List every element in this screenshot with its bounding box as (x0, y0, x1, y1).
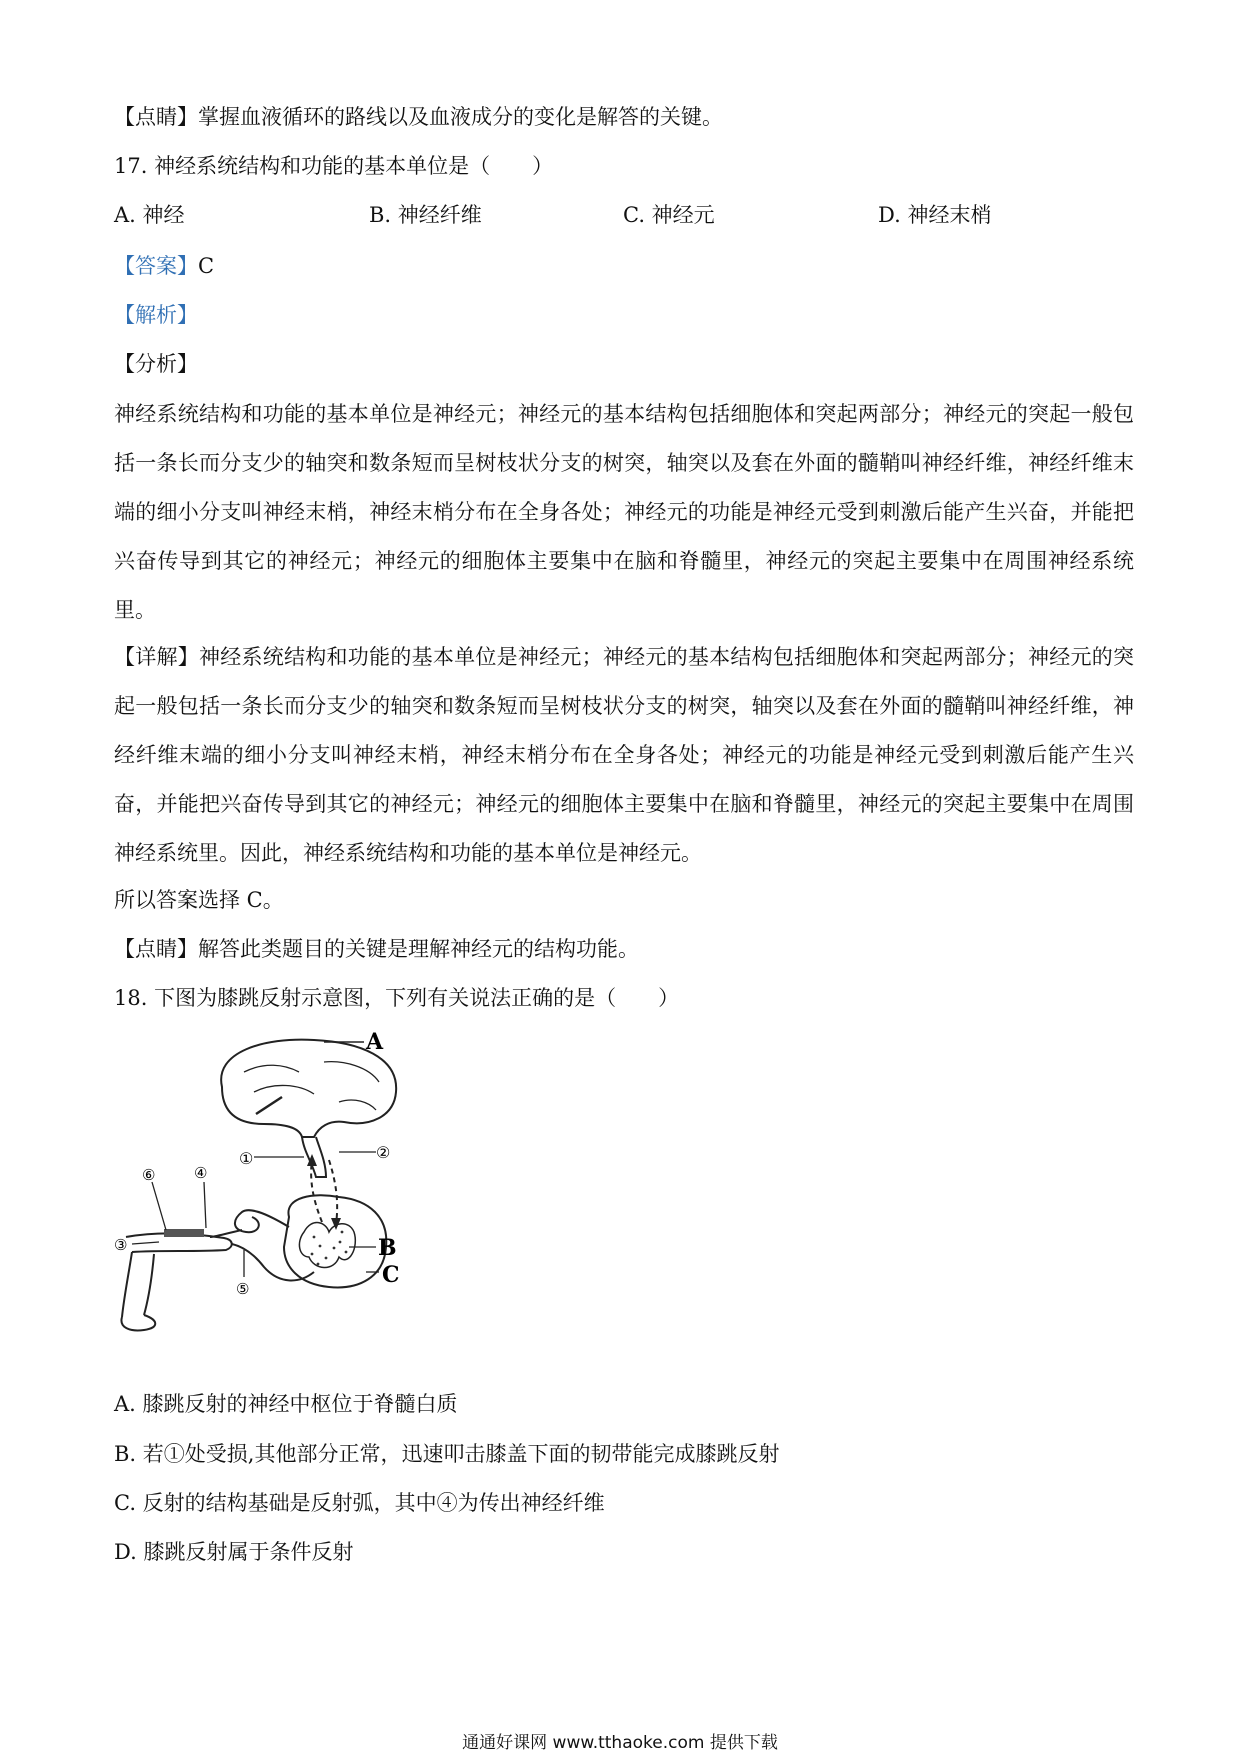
leg-shin (122, 1252, 154, 1317)
label-5: ⑤ (236, 1280, 250, 1298)
leg-foot (121, 1315, 155, 1330)
brainstem (302, 1137, 326, 1177)
grey-matter (299, 1223, 355, 1268)
q17-conclusion: 所以答案选择 C。 (114, 888, 284, 912)
q18-option-c: C. 反射的结构基础是反射弧，其中④为传出神经纤维 (114, 1491, 605, 1515)
label-B: B (378, 1235, 397, 1261)
q18-stem: 18. 下图为膝跳反射示意图，下列有关说法正确的是（ ） (114, 986, 680, 1010)
knee-jerk-reflex-figure (114, 1032, 474, 1350)
q17-option-c: C. 神经元 (623, 203, 715, 227)
label-1: ① (239, 1149, 254, 1168)
analysis-label: 【解析】 (114, 303, 198, 327)
q16-tip: 【点睛】掌握血液循环的路线以及血液成分的变化是解答的关键。 (114, 105, 723, 129)
q18-option-a: A. 膝跳反射的神经中枢位于脊髓白质 (114, 1392, 458, 1416)
fenxi-text: 神经系统结构和功能的基本单位是神经元；神经元的基本结构包括细胞体和突起两部分；神经元的突起一般包括一条长而分支少的轴突和数条短而呈树枝状分支的树突，轴突以及套在外面的髓鞘叫神经纤维，神经纤维末端的细小分支叫神经末梢，神经末梢分布在全身各处；神经元的功能是神经元受到刺激后能产生兴奋，并能把兴奋传导到其它的神经元；神经元的细胞体主要集中在脑和脊髓里，神经元的突起主要集中在周围神经系统里。 (114, 402, 1134, 622)
q17-stem: 17. 神经系统结构和功能的基本单位是（ ） (114, 154, 554, 178)
quadriceps-muscle (164, 1229, 204, 1237)
q17-answer (114, 252, 214, 280)
label-2: ② (376, 1143, 391, 1162)
q17-tip: 【点睛】解答此类题目的关键是理解神经元的结构功能。 (114, 937, 639, 961)
label-4: ④ (194, 1164, 208, 1182)
answer-value: C (198, 254, 215, 278)
label-A: A (366, 1032, 384, 1055)
q18-option-b: B. 若①处受损,其他部分正常，迅速叩击膝盖下面的韧带能完成膝跳反射 (114, 1442, 780, 1466)
q18-option-d: D. 膝跳反射属于条件反射 (114, 1540, 354, 1564)
label-3: ③ (114, 1236, 128, 1254)
q17-option-a: A. 神经 (114, 203, 185, 227)
fenxi-label: 【分析】 (114, 352, 198, 376)
q17-option-d: D. 神经末梢 (878, 203, 992, 227)
label-6: ⑥ (142, 1166, 156, 1184)
label-C: C (382, 1262, 400, 1288)
xiangjie-text: 【详解】神经系统结构和功能的基本单位是神经元；神经元的基本结构包括细胞体和突起两部分；神经元的突起一般包括一条长而分支少的轴突和数条短而呈树枝状分支的树突，轴突以及套在外面的髓鞘叫神经纤维，神经纤维末端的细小分支叫神经末梢，神经末梢分布在全身各处；神经元的功能是神经元受到刺激后能产生兴奋，并能把兴奋传导到其它的神经元；神经元的细胞体主要集中在脑和脊髓里，神经元的突起主要集中在周围神经系统里。因此，神经系统结构和功能的基本单位是神经元。 (114, 645, 1134, 865)
answer-label: 【答案】 (114, 254, 198, 278)
q17-option-b: B. 神经纤维 (369, 203, 482, 227)
page-footer: 通通好课网 www.tthaoke.com 提供下载 (462, 1733, 778, 1753)
afferent-nerve (235, 1210, 289, 1232)
